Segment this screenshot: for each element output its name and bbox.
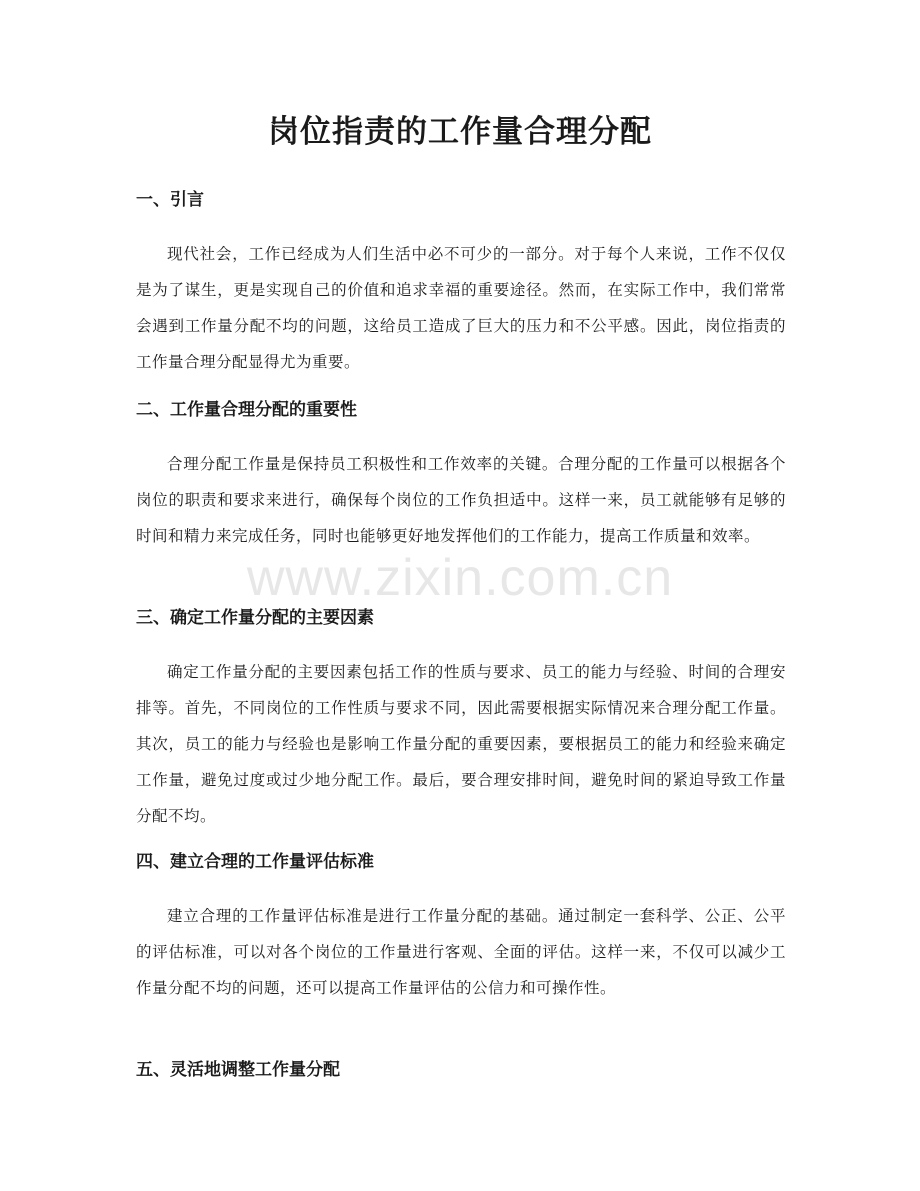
watermark: www.zixin.com.cn bbox=[246, 549, 674, 607]
section-heading: 一、引言 bbox=[136, 190, 204, 210]
section-factors bbox=[136, 606, 786, 834]
page-title: 岗位指责的工作量合理分配 bbox=[268, 114, 652, 150]
section-paragraph: 建立合理的工作量评估标准是进行工作量分配的基础。通过制定一套科学、公正、公平的评估标准，可以对各个岗位的工作量进行客观、全面的评估。这样一来，不仅可以减少工作量分配不均的问题，还可以提高工作量评估的公信力和可操作性。 bbox=[136, 907, 786, 997]
section-paragraph: 确定工作量分配的主要因素包括工作的性质与要求、员工的能力与经验、时间的合理安排等。首先，不同岗位的工作性质与要求不同，因此需要根据实际情况来合理分配工作量。其次，员工的能力与经验也是影响工作量分配的重要因素，要根据员工的能力和经验来确定工作量，避免过度或过少地分配工作。最后，要合理安排时间，避免时间的紧迫导致工作量分配不均。 bbox=[136, 663, 786, 825]
section-adjustment bbox=[136, 1058, 786, 1082]
section-importance bbox=[136, 398, 786, 554]
section-heading: 三、确定工作量分配的主要因素 bbox=[136, 608, 374, 628]
section-introduction bbox=[136, 188, 786, 380]
section-heading: 二、工作量合理分配的重要性 bbox=[136, 400, 357, 420]
section-heading: 四、建立合理的工作量评估标准 bbox=[136, 852, 374, 872]
section-heading: 五、灵活地调整工作量分配 bbox=[136, 1060, 340, 1080]
section-paragraph: 合理分配工作量是保持员工积极性和工作效率的关键。合理分配的工作量可以根据各个岗位的职责和要求来进行，确保每个岗位的工作负担适中。这样一来，员工就能够有足够的时间和精力来完成任务，同时也能够更好地发挥他们的工作能力，提高工作质量和效率。 bbox=[136, 455, 786, 545]
section-standards bbox=[136, 850, 786, 1006]
section-paragraph: 现代社会，工作已经成为人们生活中必不可少的一部分。对于每个人来说，工作不仅仅是为了谋生，更是实现自己的价值和追求幸福的重要途径。然而，在实际工作中，我们常常会遇到工作量分配不均的问题，这给员工造成了巨大的压力和不公平感。因此，岗位指责的工作量合理分配显得尤为重要。 bbox=[136, 245, 786, 371]
